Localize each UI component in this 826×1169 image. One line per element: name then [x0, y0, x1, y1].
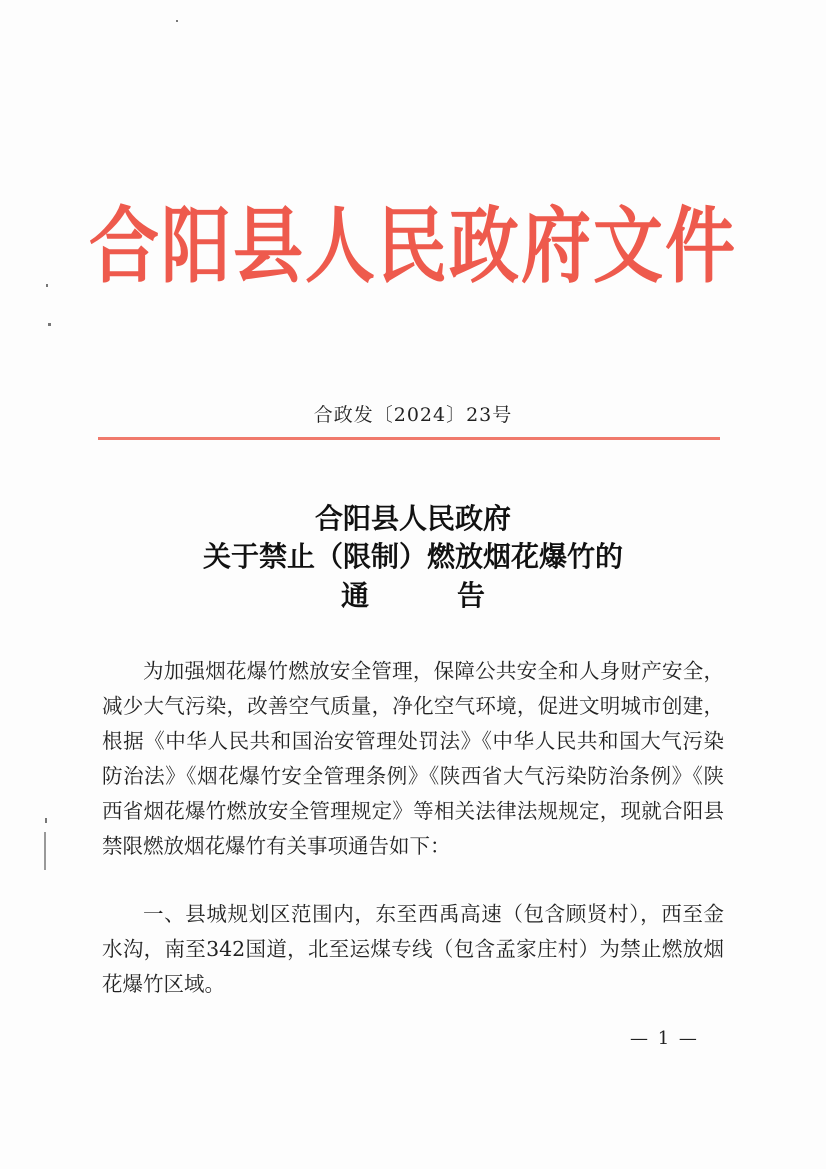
- scan-speck: [46, 284, 48, 287]
- scan-speck: [176, 20, 178, 22]
- issuer-header: 合阳县人民政府文件: [89, 196, 737, 295]
- title-line-3: [0, 574, 826, 614]
- page-number: — 1 —: [630, 1028, 699, 1049]
- scan-speck: [45, 818, 47, 823]
- title-line-2: 关于禁止（限制）燃放烟花爆竹的: [202, 540, 623, 573]
- scan-speck: [44, 832, 46, 870]
- body-paragraph-1: 为加强烟花爆竹燃放安全管理，保障公共安全和人身财产安全，减少大气污染，改善空气质量，净化空气环境，促进文明城市创建，根据《中华人民共和国治安管理处罚法》《中华人民共和国大气污染防治法》《烟花爆竹安全管理条例》《陕西省大气污染防治条例》《陕西省烟花爆竹燃放安全管理规定》等相关法律法规规定，现就合阳县禁限燃放烟花爆竹有关事项通告如下：: [102, 659, 724, 858]
- title-char-gao: 告: [457, 579, 486, 612]
- title-char-tong: 通: [340, 579, 369, 612]
- body-paragraph-2: 一、县城规划区范围内，东至西禹高速（包含顾贤村），西至金水沟，南至342国道，北至运煤专线（包含孟家庄村）为禁止燃放烟花爆竹区域。: [102, 902, 724, 996]
- title-line-1: 合阳县人民政府: [314, 502, 511, 535]
- scan-speck: [48, 323, 51, 326]
- document-number: 合政发〔2024〕23号: [313, 404, 513, 426]
- red-separator-line: [98, 437, 720, 440]
